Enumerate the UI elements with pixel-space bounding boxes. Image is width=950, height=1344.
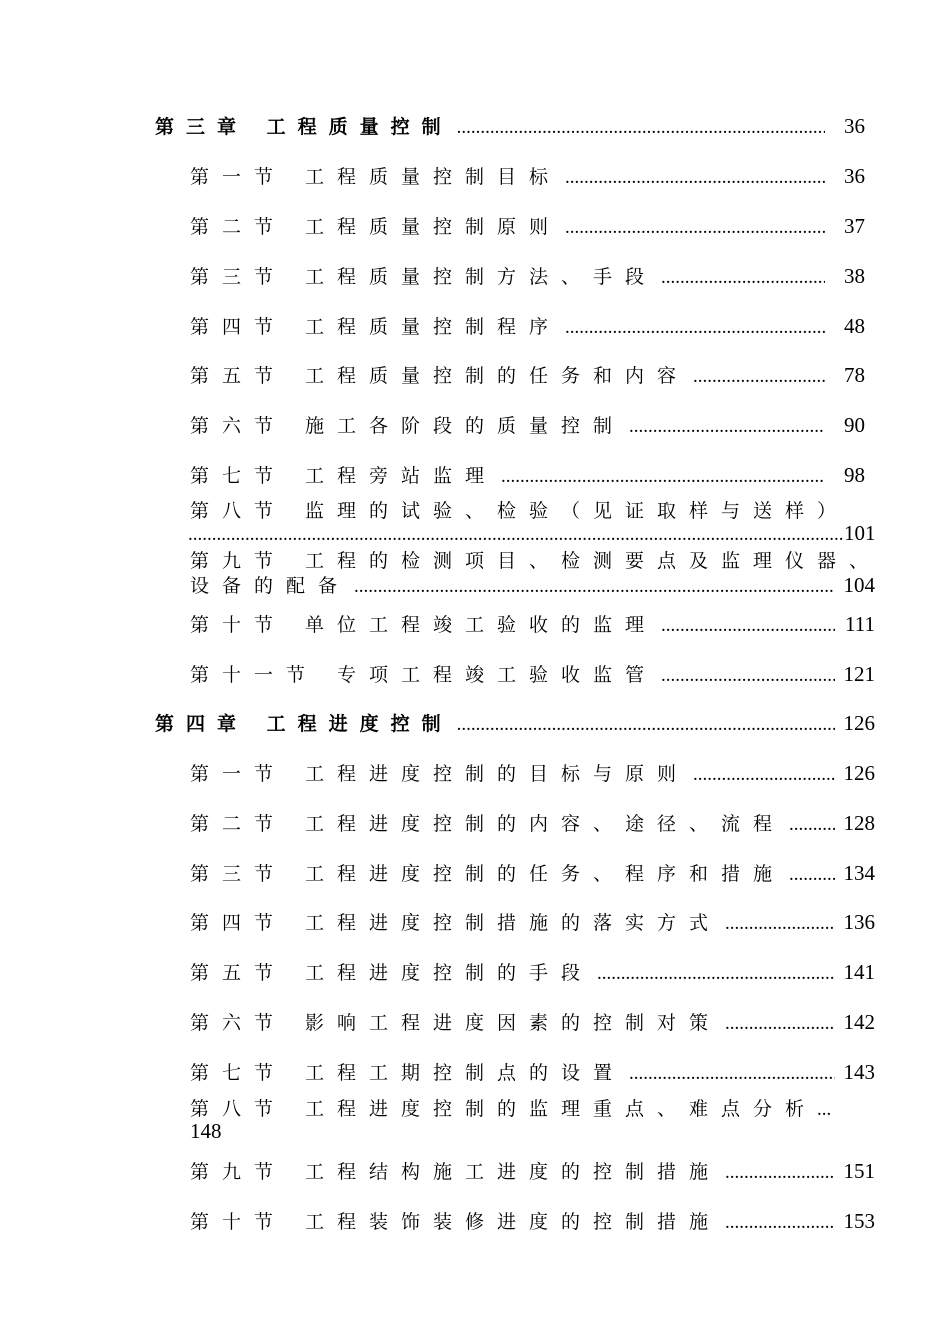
toc-title: 第四节 工程质量控制程序 [190, 316, 562, 338]
toc-section[interactable] [190, 262, 865, 290]
toc-leader [789, 814, 835, 836]
toc-leader [565, 217, 825, 239]
toc-leader [188, 524, 844, 546]
toc-leader [661, 615, 835, 637]
toc-page-number: 128 [843, 811, 875, 835]
toc-page-number: 143 [843, 1060, 875, 1084]
toc-page-number: 36 [844, 164, 865, 188]
toc-page-number: 142 [843, 1010, 875, 1034]
toc-section[interactable] [190, 1008, 875, 1036]
toc-chapter-3[interactable] [155, 112, 865, 140]
toc-section[interactable] [190, 546, 890, 596]
toc-leader [693, 366, 825, 388]
toc-title: 第八节 工程进度控制的监理重点、难点分析 [190, 1098, 818, 1120]
toc-leader [693, 764, 835, 786]
toc-title: 第八节 监理的试验、检验（见证取样与送样） [190, 500, 850, 522]
toc-title: 第九节 工程结构施工进度的控制措施 [190, 1161, 722, 1183]
toc-section[interactable] [190, 1094, 880, 1144]
toc-leader [629, 416, 825, 438]
toc-page-number: 126 [843, 761, 875, 785]
toc-section[interactable] [190, 809, 875, 837]
toc-section[interactable] [190, 1207, 875, 1235]
toc-section[interactable] [190, 660, 875, 688]
toc-section[interactable] [190, 610, 875, 638]
toc-section[interactable] [190, 361, 865, 389]
toc-title-continued: 设备的配备 [190, 575, 351, 597]
toc-section[interactable] [190, 1058, 875, 1086]
toc-page-number: 36 [844, 114, 865, 138]
toc-page-number: 134 [843, 861, 875, 885]
toc-page-number: 148 [190, 1119, 222, 1143]
toc-page-number: 90 [844, 413, 865, 437]
toc-title: 第十节 工程装饰装修进度的控制措施 [190, 1211, 722, 1233]
toc-leader [661, 665, 835, 687]
toc-page-number: 126 [843, 711, 875, 735]
toc-leader [457, 117, 825, 139]
toc-leader [725, 913, 835, 935]
toc-leader [725, 1013, 835, 1035]
toc-title: 第三节 工程质量控制方法、手段 [190, 266, 658, 288]
toc-page-number: 141 [843, 960, 875, 984]
toc-title: 第七节 工程旁站监理 [190, 465, 498, 487]
toc-title: 第七节 工程工期控制点的设置 [190, 1062, 626, 1084]
toc-title: 第六节 影响工程进度因素的控制对策 [190, 1012, 722, 1034]
toc-page-number: 78 [844, 363, 865, 387]
toc-section[interactable] [190, 312, 865, 340]
toc-title: 第三节 工程进度控制的任务、程序和措施 [190, 863, 786, 885]
toc-title: 第一节 工程进度控制的目标与原则 [190, 763, 690, 785]
toc-page-number: 37 [844, 214, 865, 238]
toc-section[interactable] [190, 496, 880, 546]
toc-page-number: 153 [843, 1209, 875, 1233]
toc-title: 第五节 工程质量控制的任务和内容 [190, 365, 690, 387]
toc-title: 第十节 单位工程竣工验收的监理 [190, 614, 658, 636]
toc-page-number: 48 [844, 314, 865, 338]
toc-section[interactable] [190, 958, 875, 986]
toc-title: 第四节 工程进度控制措施的落实方式 [190, 912, 722, 934]
toc-leader [629, 1063, 835, 1085]
toc-title: 第四章 工程进度控制 [155, 713, 453, 735]
toc-title: 第二节 工程进度控制的内容、途径、流程 [190, 813, 786, 835]
toc-page-number: 136 [843, 910, 875, 934]
toc-page-number: 38 [844, 264, 865, 288]
toc-page-number: 98 [844, 463, 865, 487]
toc-leader [725, 1162, 835, 1184]
toc-leader [354, 576, 835, 598]
toc-title: 第九节 工程的检测项目、检测要点及监理仪器、 [190, 550, 882, 572]
toc-title: 第三章 工程质量控制 [155, 116, 453, 138]
toc-leader [565, 317, 825, 339]
toc-section[interactable] [190, 411, 865, 439]
toc-section[interactable] [190, 461, 865, 489]
toc-leader [457, 714, 835, 736]
toc-title: 第一节 工程质量控制目标 [190, 166, 562, 188]
toc-leader [597, 963, 835, 985]
toc-leader [725, 1212, 835, 1234]
toc-section[interactable] [190, 859, 875, 887]
toc-title: 第六节 施工各阶段的质量控制 [190, 415, 626, 437]
toc-title: 第五节 工程进度控制的手段 [190, 962, 594, 984]
toc-title: 第十一节 专项工程竣工验收监管 [190, 664, 658, 686]
toc-section[interactable] [190, 212, 865, 240]
toc-leader [565, 167, 825, 189]
toc-section[interactable] [190, 162, 865, 190]
toc-leader [661, 267, 825, 289]
toc-section[interactable] [190, 908, 875, 936]
toc-leader [789, 864, 835, 886]
toc-page-number: 121 [843, 662, 875, 686]
toc-section[interactable] [190, 1157, 875, 1185]
toc-title: 第二节 工程质量控制原则 [190, 216, 562, 238]
toc-chapter-4[interactable] [155, 709, 875, 737]
toc-leader [501, 466, 825, 488]
toc-leader: ... [817, 1099, 832, 1120]
toc-section[interactable] [190, 759, 875, 787]
toc-page-number: 101 [844, 521, 876, 545]
toc-page-number: 151 [843, 1159, 875, 1183]
toc-page-number: 104 [843, 573, 875, 597]
toc-page-number: 111 [845, 612, 875, 636]
